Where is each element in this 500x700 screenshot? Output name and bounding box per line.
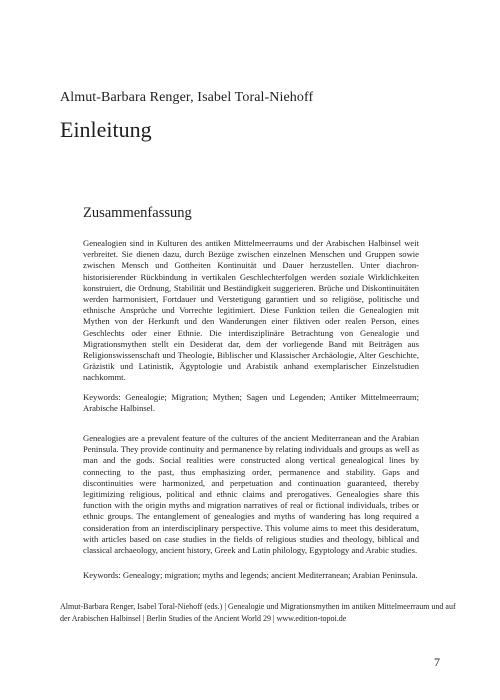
keywords-english: Keywords: Genealogy; migration; myths and legends; ancient Mediterranean; Arabian Peninsula.: [83, 570, 418, 580]
chapter-title: Einleitung: [60, 117, 152, 142]
chapter-authors: Almut-Barbara Renger, Isabel Toral-Niehoff: [60, 90, 314, 105]
citation-footer: Almut-Barbara Renger, Isabel Toral-Niehoff (eds.) | Genealogie und Migrationsmythen im antiken Mittelmeerraum und auf der Arabischen Halbinsel | Berlin Studies of the Ancient World 29 | www.edition-topoi.de: [60, 602, 456, 623]
page-number: 7: [434, 655, 440, 669]
abstract-english: Genealogies are a prevalent feature of the cultures of the ancient Mediterranean and the Arabian Peninsula. They provide continuity and permanence by relating individuals and groups as well as man and the gods. Social realities were constructed along vertical genealogical lines by connecting to the past, thus emphasizing order, permanence and stability. Gaps and discontinuities were harmonized, and perpetuation and continuation guaranteed, thereby legitimizing religious, political and ethnic claims and prerogatives. Genealogies share this function with the origin myths and migration narratives of real or fictional individuals, tribes or ethnic groups. The entanglement of genealogies and myths of wandering has long required a consideration from an interdisciplinary perspective. This volume aims to meet this desideratum, with articles based on case studies in the fields of religious studies and theology, biblical and classical archaeology, ancient history, Greek and Latin philology, Egyptology and Arabic studies.: [83, 433, 419, 556]
summary-heading: Zusammenfassung: [83, 205, 192, 221]
keywords-german: Keywords: Genealogie; Migration; Mythen; Sagen und Legenden; Antiker Mittelmeerraum; Arabische Halbinsel.: [83, 392, 419, 414]
abstract-german: Genealogien sind in Kulturen des antiken Mittelmeerraums und der Arabischen Halbinsel weit verbreitet. Sie dienen dazu, durch Bezüge zwischen einzelnen Menschen und Gruppen sowie zwischen Mensch und Gottheiten Kontinuität und Dauer herzustellen. Unter diachron-historisierender Rückbindung in vertikalen Geschlechterfolgen werden soziale Wirklichkeiten konstruiert, die Ordnung, Stabilität und Beständigkeit suggerieren. Brüche und Diskontinuitäten werden harmonisiert, Fortdauer und Verstetigung garantiert und so religiöse, politische und ethnische Ansprüche und Vorrechte legitimiert. Diese Funktion teilen die Genealogien mit Mythen von der Herkunft und den Wanderungen einer fiktiven oder realen Person, eines Geschlechts oder einer Ethnie. Die interdisziplinäre Betrachtung von Genealogie und Migrationsmythen stellt ein Desiderat dar, dem der vorliegende Band mit Beiträgen aus Religionswissenschaft und Theologie, Biblischer und Klassischer Archäologie, Alter Geschichte, Gräzistik und Latinistik, Ägyptologie und Arabistik anhand exemplarischer Einzelstudien nachkommt.: [83, 238, 419, 383]
